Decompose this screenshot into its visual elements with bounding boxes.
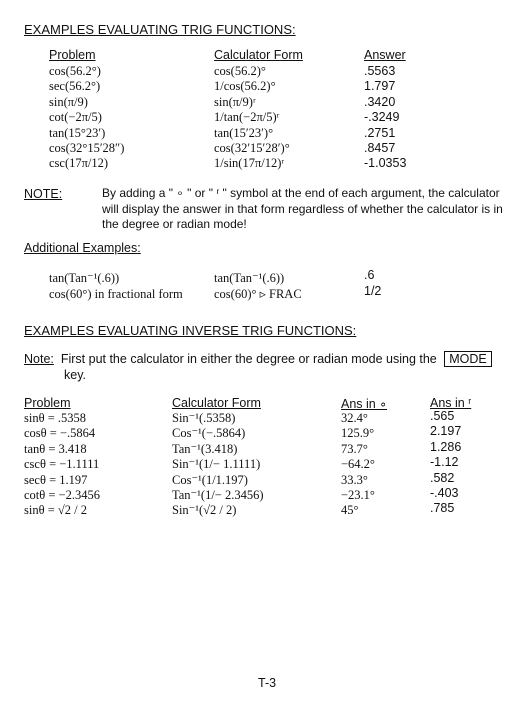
note-label: NOTE: (24, 187, 63, 201)
list-item: 45° (341, 503, 359, 518)
list-item: -.403 (430, 485, 459, 500)
list-item: 2.197 (430, 424, 462, 439)
list-item: cos(32′15′28′)° (214, 140, 290, 155)
list-item: -1.0353 (364, 156, 407, 171)
note2-text: First put the calculator in either the degree or radian mode using the (60, 352, 437, 366)
header-ans-in-degrees: Ans in ∘ (341, 397, 388, 411)
mode-key: MODE (444, 351, 492, 367)
list-item: 1.286 (430, 439, 462, 454)
additional-examples-heading: Additional Examples: (24, 241, 141, 255)
list-item: .785 (430, 501, 455, 516)
list-item: cscθ = −1.1111 (24, 457, 100, 472)
list-item: Tan⁻¹(1/− 2.3456) (172, 487, 264, 502)
heading-trig-functions: EXAMPLES EVALUATING TRIG FUNCTIONS: (24, 22, 296, 37)
list-item: .6 (364, 268, 375, 282)
calculator-form-column (214, 64, 290, 172)
header-problem: Problem (49, 48, 96, 62)
list-item: 32.4° (341, 411, 368, 425)
list-item: cotθ = −2.3456 (24, 487, 100, 502)
list-item: cot(−2π/5) (49, 110, 102, 125)
degree-answer-column (341, 411, 375, 519)
list-item: .2751 (364, 125, 396, 140)
heading-inverse-trig-functions: EXAMPLES EVALUATING INVERSE TRIG FUNCTIONS: (24, 323, 357, 338)
list-item: tan(15′23′)° (214, 125, 274, 140)
additional-forms (214, 271, 302, 302)
list-item: Cos⁻¹(−.5864) (172, 426, 246, 441)
list-item: cos(32°15′28″) (49, 140, 125, 155)
additional-problems (49, 271, 183, 302)
note2-label: Note: (24, 352, 54, 366)
list-item: Sin⁻¹(1/− 1.1111) (172, 457, 261, 472)
list-item: tanθ = 3.418 (24, 441, 87, 456)
list-item: sin(π/9)ʳ (214, 94, 256, 109)
list-item: 125.9° (341, 426, 375, 441)
list-item: tan(Tan⁻¹(.6)) (49, 271, 120, 285)
list-item: .3420 (364, 94, 396, 109)
header-ans-in-radians: Ans in ʳ (430, 396, 472, 410)
list-item: −23.1° (341, 487, 375, 502)
list-item: cos(56.2°) (49, 64, 101, 78)
list-item: sinθ = .5358 (24, 411, 86, 425)
list-item: tan(Tan⁻¹(.6)) (214, 271, 285, 285)
note2-line (24, 351, 492, 367)
list-item: 33.3° (341, 472, 368, 487)
header-calculator-form-2: Calculator Form (172, 396, 261, 410)
problem-column (49, 64, 124, 172)
list-item: −64.2° (341, 457, 375, 472)
list-item: .8457 (364, 140, 396, 155)
list-item: .5563 (364, 64, 396, 78)
list-item: tan(15°23′) (49, 125, 106, 140)
list-item: cos(60°) in fractional form (49, 286, 183, 301)
note2-text2: key. (64, 368, 86, 382)
additional-answers (364, 268, 381, 299)
header-problem-2: Problem (24, 396, 71, 410)
page-number: T-3 (258, 676, 277, 690)
header-calculator-form: Calculator Form (214, 48, 303, 62)
list-item: Cos⁻¹(1/1.197) (172, 472, 248, 487)
list-item: 1/sin(17π/12)ʳ (214, 156, 285, 171)
list-item: sec(56.2°) (49, 79, 101, 94)
list-item: 73.7° (341, 441, 368, 456)
list-item: 1/2 (364, 283, 382, 298)
list-item: Sin⁻¹(√2 / 2) (172, 503, 237, 518)
list-item: cos(56.2)° (214, 64, 266, 78)
list-item: cosθ = −.5864 (24, 426, 96, 441)
list-item: secθ = 1.197 (24, 472, 88, 487)
header-answer: Answer (364, 48, 406, 62)
list-item: -1.12 (430, 455, 459, 470)
list-item: cos(60)° ▹ FRAC (214, 286, 302, 301)
list-item: 1/tan(−2π/5)ʳ (214, 110, 280, 125)
list-item: 1/cos(56.2)° (214, 79, 276, 94)
list-item: csc(17π/12) (49, 156, 109, 171)
list-item: Tan⁻¹(3.418) (172, 441, 238, 456)
list-item: .582 (430, 470, 455, 485)
answer-column (364, 64, 406, 172)
list-item: Sin⁻¹(.5358) (172, 411, 236, 425)
list-item: 1.797 (364, 79, 396, 94)
inverse-problem-column (24, 411, 100, 519)
radian-answer-column (430, 409, 461, 517)
list-item: sinθ = √2 / 2 (24, 503, 87, 518)
list-item: sin(π/9) (49, 94, 88, 109)
inverse-form-column (172, 411, 264, 519)
list-item: .565 (430, 409, 455, 423)
list-item: -.3249 (364, 110, 400, 125)
note-text: By adding a " ∘ " or " ʳ " symbol at the end of each argument, the calculator will display the answer in that form regardless of whether the calculator is in the degree or radian mode! (102, 186, 503, 231)
